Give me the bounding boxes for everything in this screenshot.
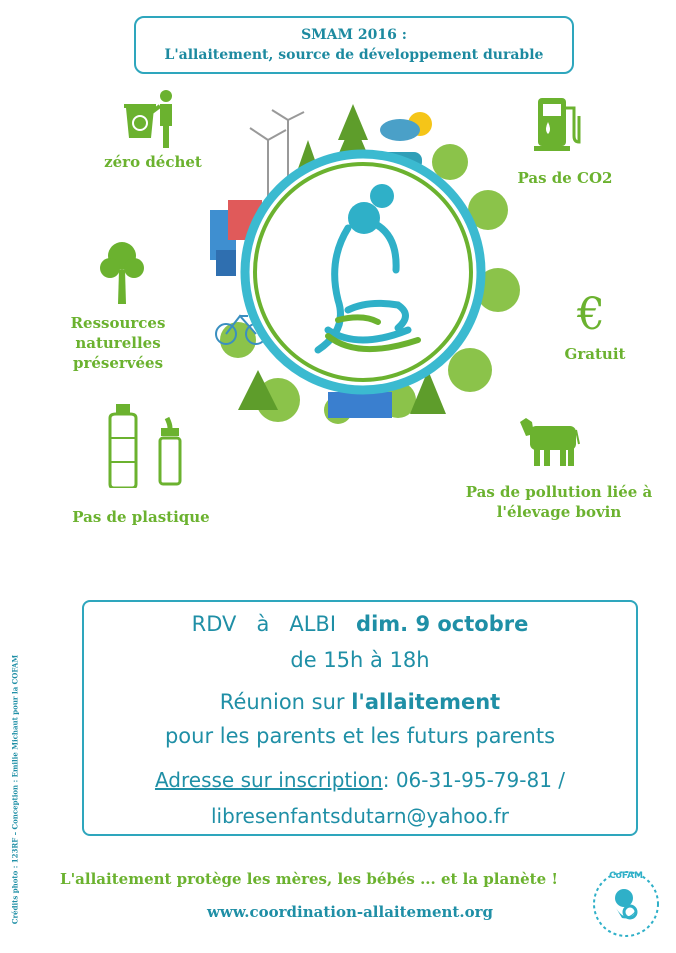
tagline: L'allaitement protège les mères, les bébés ... et la planète ! bbox=[60, 870, 558, 888]
event-info-box bbox=[82, 600, 638, 836]
address-colon: : bbox=[382, 768, 390, 792]
event-date: dim. 9 octobre bbox=[356, 612, 529, 636]
title-line-2: L'allaitement, source de développement durable bbox=[164, 47, 544, 63]
phone-number: 06-31-95-79-81 / bbox=[395, 768, 566, 792]
resources-line-1: Ressources bbox=[70, 314, 166, 332]
label-no-co2: Pas de CO2 bbox=[517, 169, 613, 187]
address-label: Adresse sur inscription bbox=[154, 768, 383, 792]
title-box bbox=[134, 16, 574, 74]
meeting-prefix: Réunion sur bbox=[219, 690, 352, 714]
label-zero-waste: zéro déchet bbox=[104, 153, 202, 171]
tree-icon bbox=[100, 240, 144, 304]
cofam-logo bbox=[588, 862, 664, 942]
label-no-pollution bbox=[464, 482, 654, 522]
breastfeeding-globe-illustration bbox=[198, 100, 528, 430]
fuel-pump-icon bbox=[534, 96, 584, 152]
meeting-topic: l'allaitement bbox=[351, 690, 501, 714]
audience-line: pour les parents et les futurs parents bbox=[164, 724, 556, 748]
contact-line bbox=[84, 768, 636, 792]
event-location-line bbox=[84, 612, 636, 636]
label-free: Gratuit bbox=[564, 345, 626, 363]
pollution-line-1: Pas de pollution liée à bbox=[465, 483, 653, 501]
pollution-line-2: l'élevage bovin bbox=[496, 503, 622, 521]
label-no-plastic: Pas de plastique bbox=[72, 508, 210, 526]
recycle-bin-icon bbox=[122, 88, 182, 150]
euro-icon: € bbox=[577, 289, 605, 340]
a-text: à bbox=[256, 612, 270, 636]
rdv-text: RDV bbox=[191, 612, 237, 636]
event-hours: de 15h à 18h bbox=[290, 648, 430, 672]
resources-line-3: préservées bbox=[72, 354, 164, 372]
meeting-line bbox=[84, 690, 636, 714]
website-link[interactable]: www.coordination-allaitement.org bbox=[207, 903, 493, 921]
email-address[interactable]: libresenfantsdutarn@yahoo.fr bbox=[210, 804, 510, 828]
label-resources bbox=[58, 313, 178, 373]
logo-text: CoFAM bbox=[609, 871, 643, 881]
resources-line-2: naturelles bbox=[75, 334, 161, 352]
city-text: ALBI bbox=[289, 612, 337, 636]
title-line-1: SMAM 2016 : bbox=[301, 27, 407, 43]
bottles-icon bbox=[104, 404, 184, 488]
photo-credits: Crédits photo : 123RF – Conception : Emilie Michaut pour la COFAM bbox=[10, 654, 20, 925]
